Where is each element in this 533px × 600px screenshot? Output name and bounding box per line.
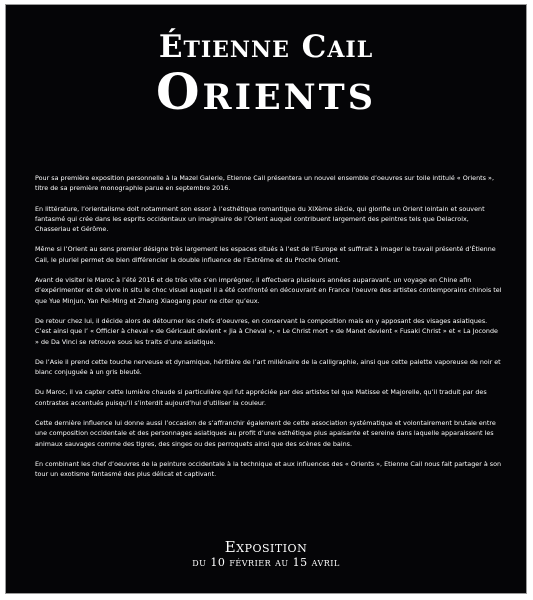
- paragraph: Pour sa première exposition personnelle à la Mazel Galerie, Etienne Cail présentera un nouvel ensemble d’oeuvres sur toile intitulé « Orients », titre de sa première monographie parue en septembre 2016.: [35, 174, 494, 193]
- paragraph: En littérature, l’orientalisme doit notamment son essor à l’esthétique romantique du XIXème siècle, qui glorifie un Orient lointain et souvent fantasmé qui crée dans les esprits occidentaux un imaginaire de l’Orient auquel contribuent largement des peintres tels que Delacroix, Chasseriau et Gérôme.: [35, 204, 485, 234]
- artist-name: Étienne Cail: [158, 29, 374, 65]
- paragraph: Avant de visiter le Maroc à l’été 2016 et de très vite s’en imprégner, il effectuera plusieurs années auparavant, un voyage en Chine afin d’expérimenter et de vivre in situ le choc visuel auquel il a été confronté en découvrant en France l’oeuvre des artistes contemporains chinois tel que Yue Minjun, Yan Pei-Ming et Zhang Xiaogang pour ne citer qu’eux.: [35, 276, 502, 305]
- paragraph: Du Maroc, il va capter cette lumière chaude si particulière qui fut appréciée par des artistes tel que Matisse et Majorelle, qu’il traduit par des contrastes accentués puisqu’il s’interdit aujourd’hui d’utiliser la couleur.: [35, 388, 487, 407]
- paragraph: De l’Asie il prend cette touche nerveuse et dynamique, héritière de l’art millénaire de la calligraphie, ainsi que cette palette vaporeuse de noir et blanc conjuguée à un gris bleuté.: [35, 357, 501, 377]
- paragraph: Même si l’Orient au sens premier désigne très largement les espaces situés à l’est de l’Europe et suffirait à imager le travail présenté d’Étienne Cail, le pluriel permet de bien différencier la double influence de l’Extrême et du Proche Orient.: [35, 245, 496, 264]
- exhibition-title: Orients: [155, 62, 376, 121]
- exhibition-description: [35, 173, 503, 490]
- poster-panel: [5, 4, 527, 594]
- paragraph: En combinant les chef d’oeuvres de la peinture occidentale à la technique et aux influences des « Orients », Etienne Cail nous fait partager à son tour un exotisme fantasmé des plus délicat et captivant.: [35, 459, 502, 479]
- paragraph: De retour chez lui, il décide alors de détourner les chefs d’oeuvres, en conservant la composition mais en y apposant des visages asiatiques. C’est ainsi que l’ « Officier à cheval » de Géricault devient « Jia à Cheval », « Le Christ mort » de Manet devient « Fusaki Christ » et « La Joconde » de Da Vinci se retrouve sous les traits d’une asiatique.: [35, 316, 498, 346]
- paragraph: Cette dernière influence lui donne aussi l’occasion de s’affranchir également de cette association systématique et volontairement brutale entre une composition occidentale et des personnages asiatiques au profit d’une esthétique plus apaisante et sereine dans laquelle apparaissent les animaux sauvages comme des tigres, des singes ou des perroquets ainsi que des scènes de bains.: [35, 419, 496, 448]
- exhibition-dates: du 10 février au 15 avril: [192, 556, 340, 569]
- exposition-label: Exposition: [224, 538, 308, 556]
